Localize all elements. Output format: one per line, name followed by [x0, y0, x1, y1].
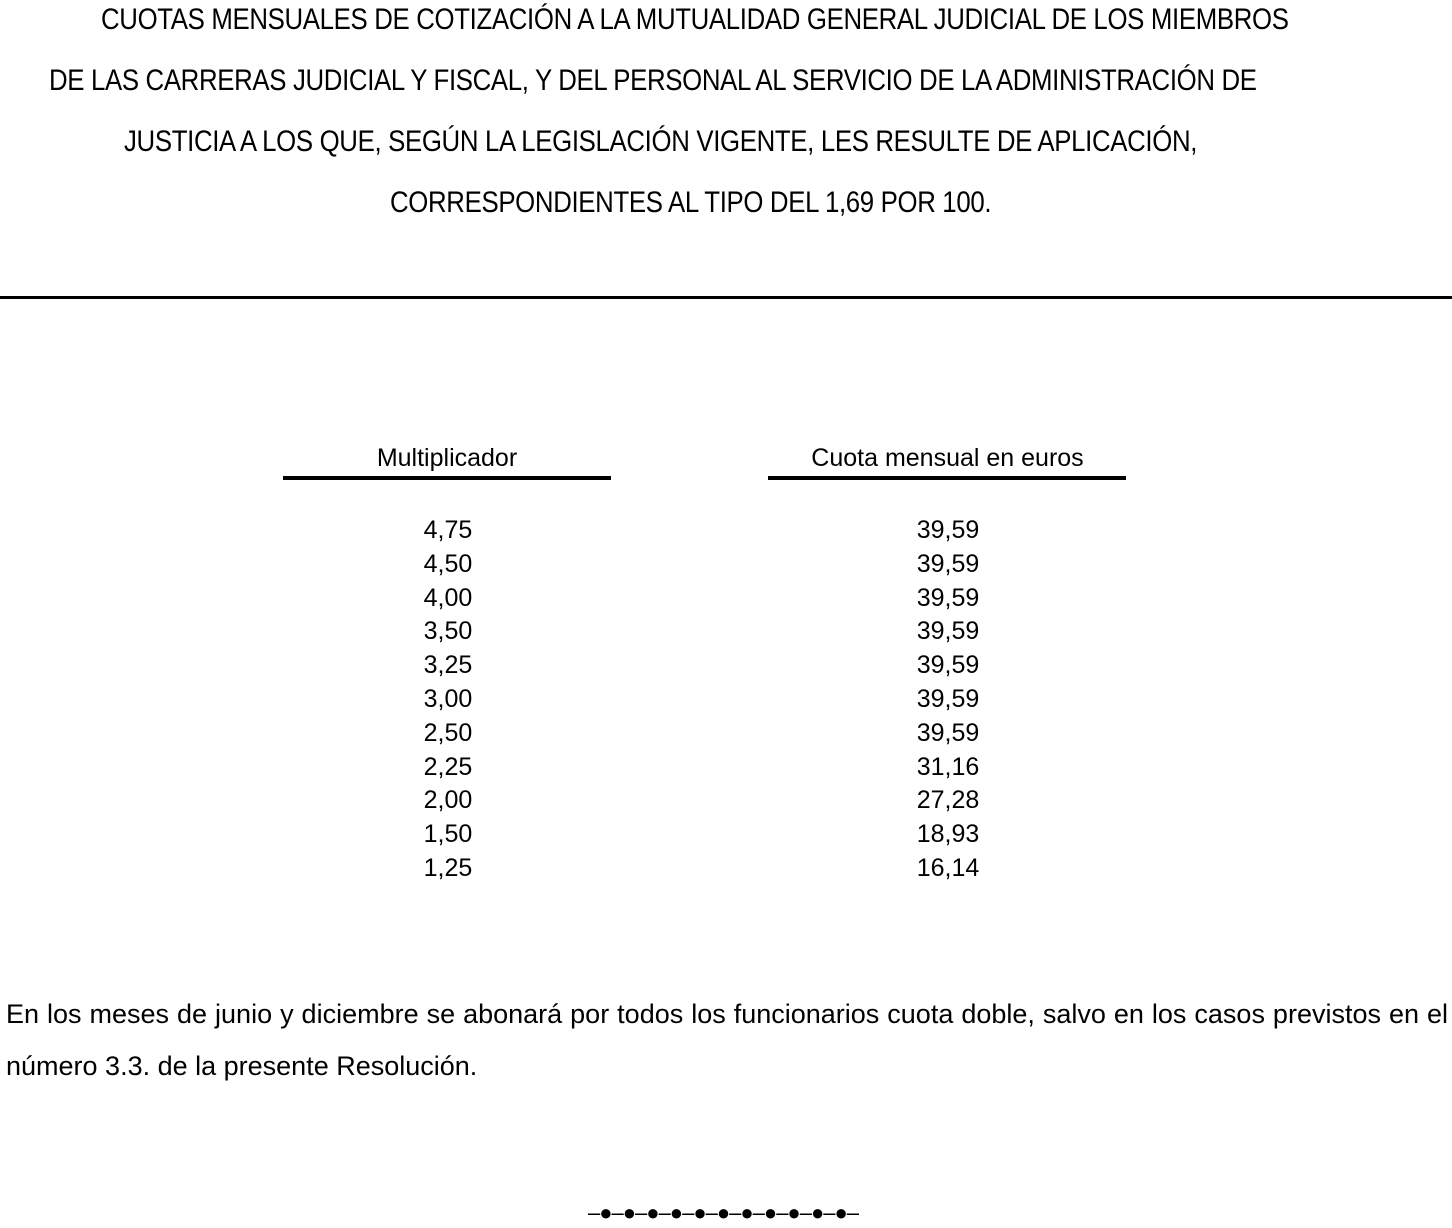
- table-cell: 39,59: [916, 516, 980, 544]
- table-cell: 3,25: [423, 651, 473, 680]
- column-header-underline: [283, 476, 611, 480]
- table-cell: 39,59: [916, 684, 980, 713]
- table-cell: 3,50: [423, 617, 473, 646]
- table-cell: 2,25: [423, 752, 473, 781]
- note-paragraph: En los meses de junio y diciembre se abonará por todos los funcionarios cuota doble, salvo en los casos previstos en el número 3.3. de la presente Resolución.: [6, 999, 1448, 1081]
- multiplicador-column: [398, 514, 498, 886]
- table-cell: 39,59: [916, 718, 980, 747]
- title-line-4: CORRESPONDIENTES AL TIPO DEL 1,69 POR 100.: [390, 186, 992, 219]
- column-header-multiplicador: Multiplicador: [376, 444, 518, 472]
- cuota-column: [898, 514, 998, 886]
- table-cell: 16,14: [916, 853, 980, 882]
- table-cell: 39,59: [916, 549, 980, 578]
- table-cell: 4,75: [423, 516, 473, 544]
- table-cell: 1,25: [423, 853, 473, 882]
- table-cell: 2,50: [423, 718, 473, 747]
- table-cell: 18,93: [916, 820, 980, 849]
- column-header-underline: [768, 476, 1126, 480]
- column-header-cuota: Cuota mensual en euros: [811, 444, 1084, 472]
- table-cell: 39,59: [916, 651, 980, 680]
- title-line-2: DE LAS CARRERAS JUDICIAL Y FISCAL, Y DEL PERSONAL AL SERVICIO DE LA ADMINISTRACIÓN DE: [49, 64, 1257, 97]
- table-cell: 27,28: [916, 786, 980, 815]
- table-cell: 39,59: [916, 583, 980, 612]
- table-cell: 2,00: [423, 786, 473, 815]
- table-cell: 4,50: [423, 549, 473, 578]
- title-line-3: JUSTICIA A LOS QUE, SEGÚN LA LEGISLACIÓN VIGENTE, LES RESULTE DE APLICACIÓN,: [124, 125, 1198, 158]
- table-cell: 4,00: [423, 583, 473, 612]
- table-cell: 3,00: [423, 684, 473, 713]
- table-cell: 39,59: [916, 617, 980, 646]
- title-divider: [0, 296, 1452, 299]
- ornament-divider: –●–●–●–●–●–●–●–●–●–●–●–: [588, 1200, 858, 1225]
- title-line-1: CUOTAS MENSUALES DE COTIZACIÓN A LA MUTUALIDAD GENERAL JUDICIAL DE LOS MIEMBROS: [101, 3, 1289, 36]
- table-cell: 1,50: [423, 820, 473, 849]
- table-cell: 31,16: [916, 752, 980, 781]
